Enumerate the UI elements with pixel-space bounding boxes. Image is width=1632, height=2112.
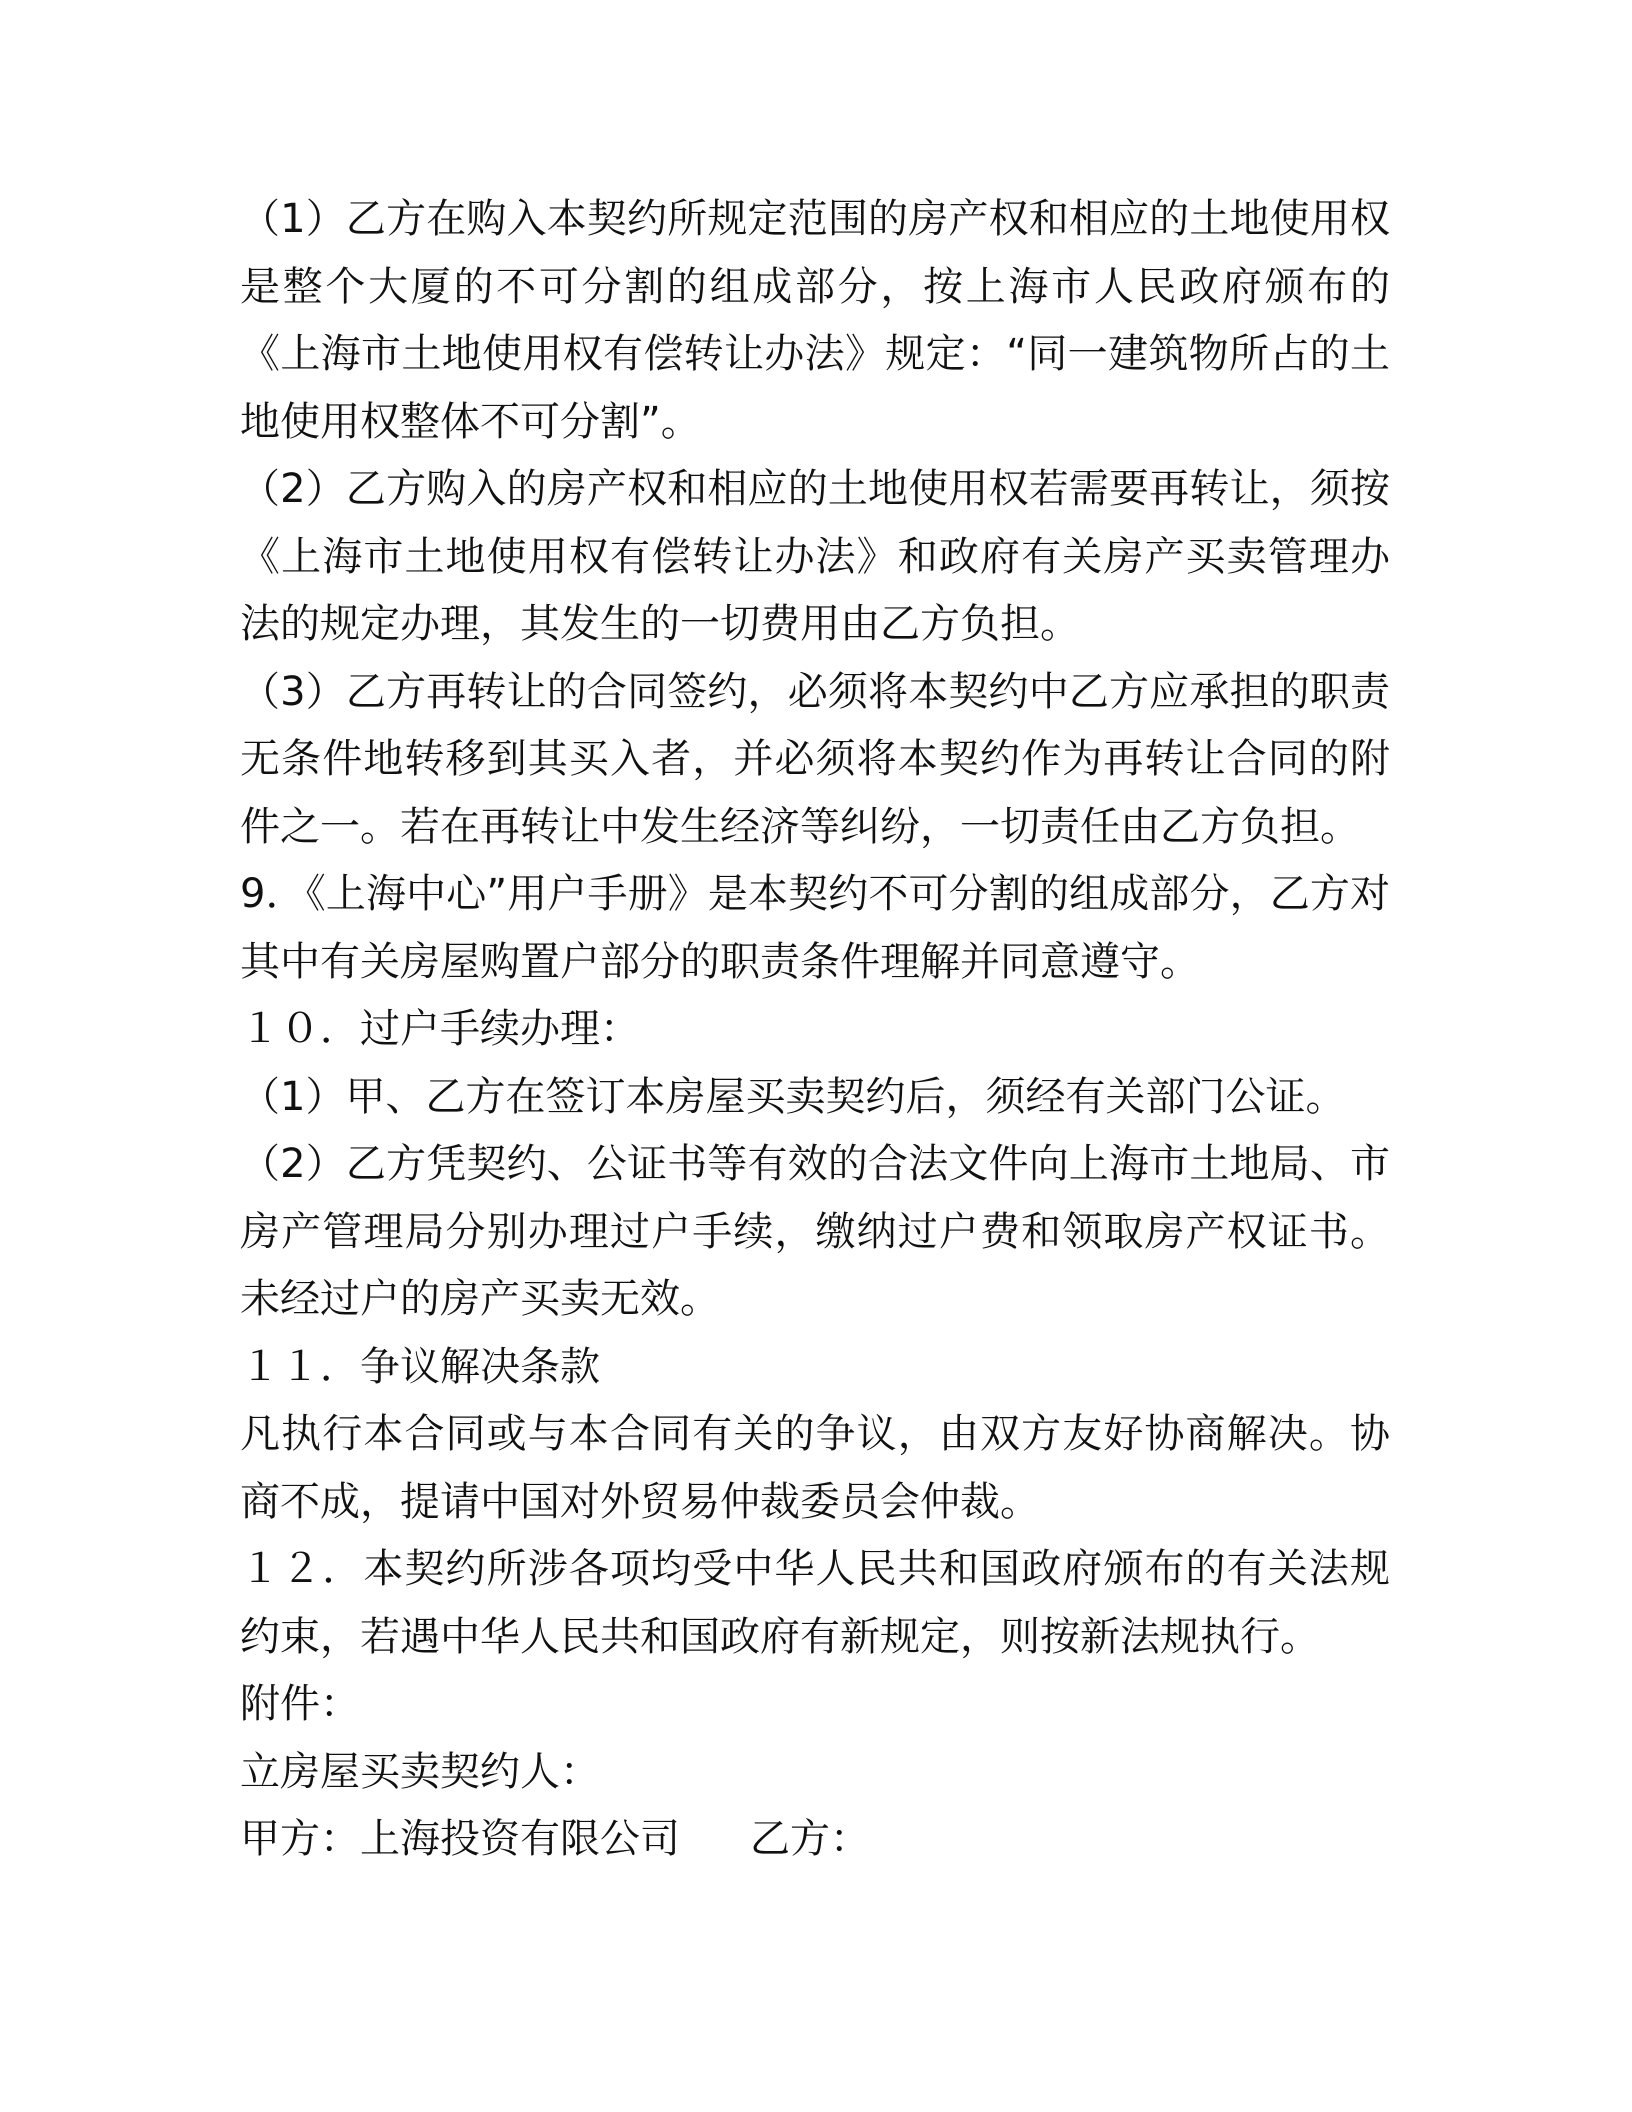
clause-1: （1）乙方在购入本契约所规定范围的房产权和相应的土地使用权是整个大厦的不可分割的组成部分，按上海市人民政府颁布的《上海市土地使用权有偿转让办法》规定：“同一建筑物所占的土地使用权整体不可分割”。 [240,196,1390,445]
party-b-signature: 乙方： [750,1816,870,1862]
clause-12: １２．本契约所涉各项均受中华人民共和国政府颁布的有关法规约束，若遇中华人民共和国政府有新规定，则按新法规执行。 [240,1546,1390,1660]
attachments-label: 附件： [240,1681,360,1727]
clause-9: 9．《上海中心”用户手册》是本契约不可分割的组成部分，乙方对其中有关房屋购置户部分的职责条件理解并同意遵守。 [240,871,1390,985]
clause-10-1: （1）甲、乙方在签订本房屋买卖契约后，须经有关部门公证。 [240,1073,1346,1120]
clause-2: （2）乙方购入的房产权和相应的土地使用权若需要再转让，须按《上海市土地使用权有偿转让办法》和政府有关房产买卖管理办法的规定办理，其发生的一切费用由乙方负担。 [240,466,1390,647]
clause-11-heading: １１．争议解决条款 [240,1343,600,1390]
contract-body [240,186,1390,1874]
signatories-label: 立房屋买卖契约人： [240,1748,600,1795]
clause-3: （3）乙方再转让的合同签约，必须将本契约中乙方应承担的职责无条件地转移到其买入者，并必须将本契约作为再转让合同的附件之一。若在再转让中发生经济等纠纷，一切责任由乙方负担。 [240,668,1390,850]
clause-10-heading: １０．过户手续办理： [240,1006,640,1052]
signature-row [240,1806,1390,1874]
clause-11-body: 凡执行本合同或与本合同有关的争议，由双方友好协商解决。协商不成，提请中国对外贸易仲裁委员会仲裁。 [240,1411,1390,1525]
clause-10-2: （2）乙方凭契约、公证书等有效的合法文件向上海市土地局、市房产管理局分别办理过户手续，缴纳过户费和领取房产权证书。未经过户的房产买卖无效。 [240,1141,1390,1322]
party-a-signature: 甲方：上海投资有限公司 [240,1816,680,1862]
